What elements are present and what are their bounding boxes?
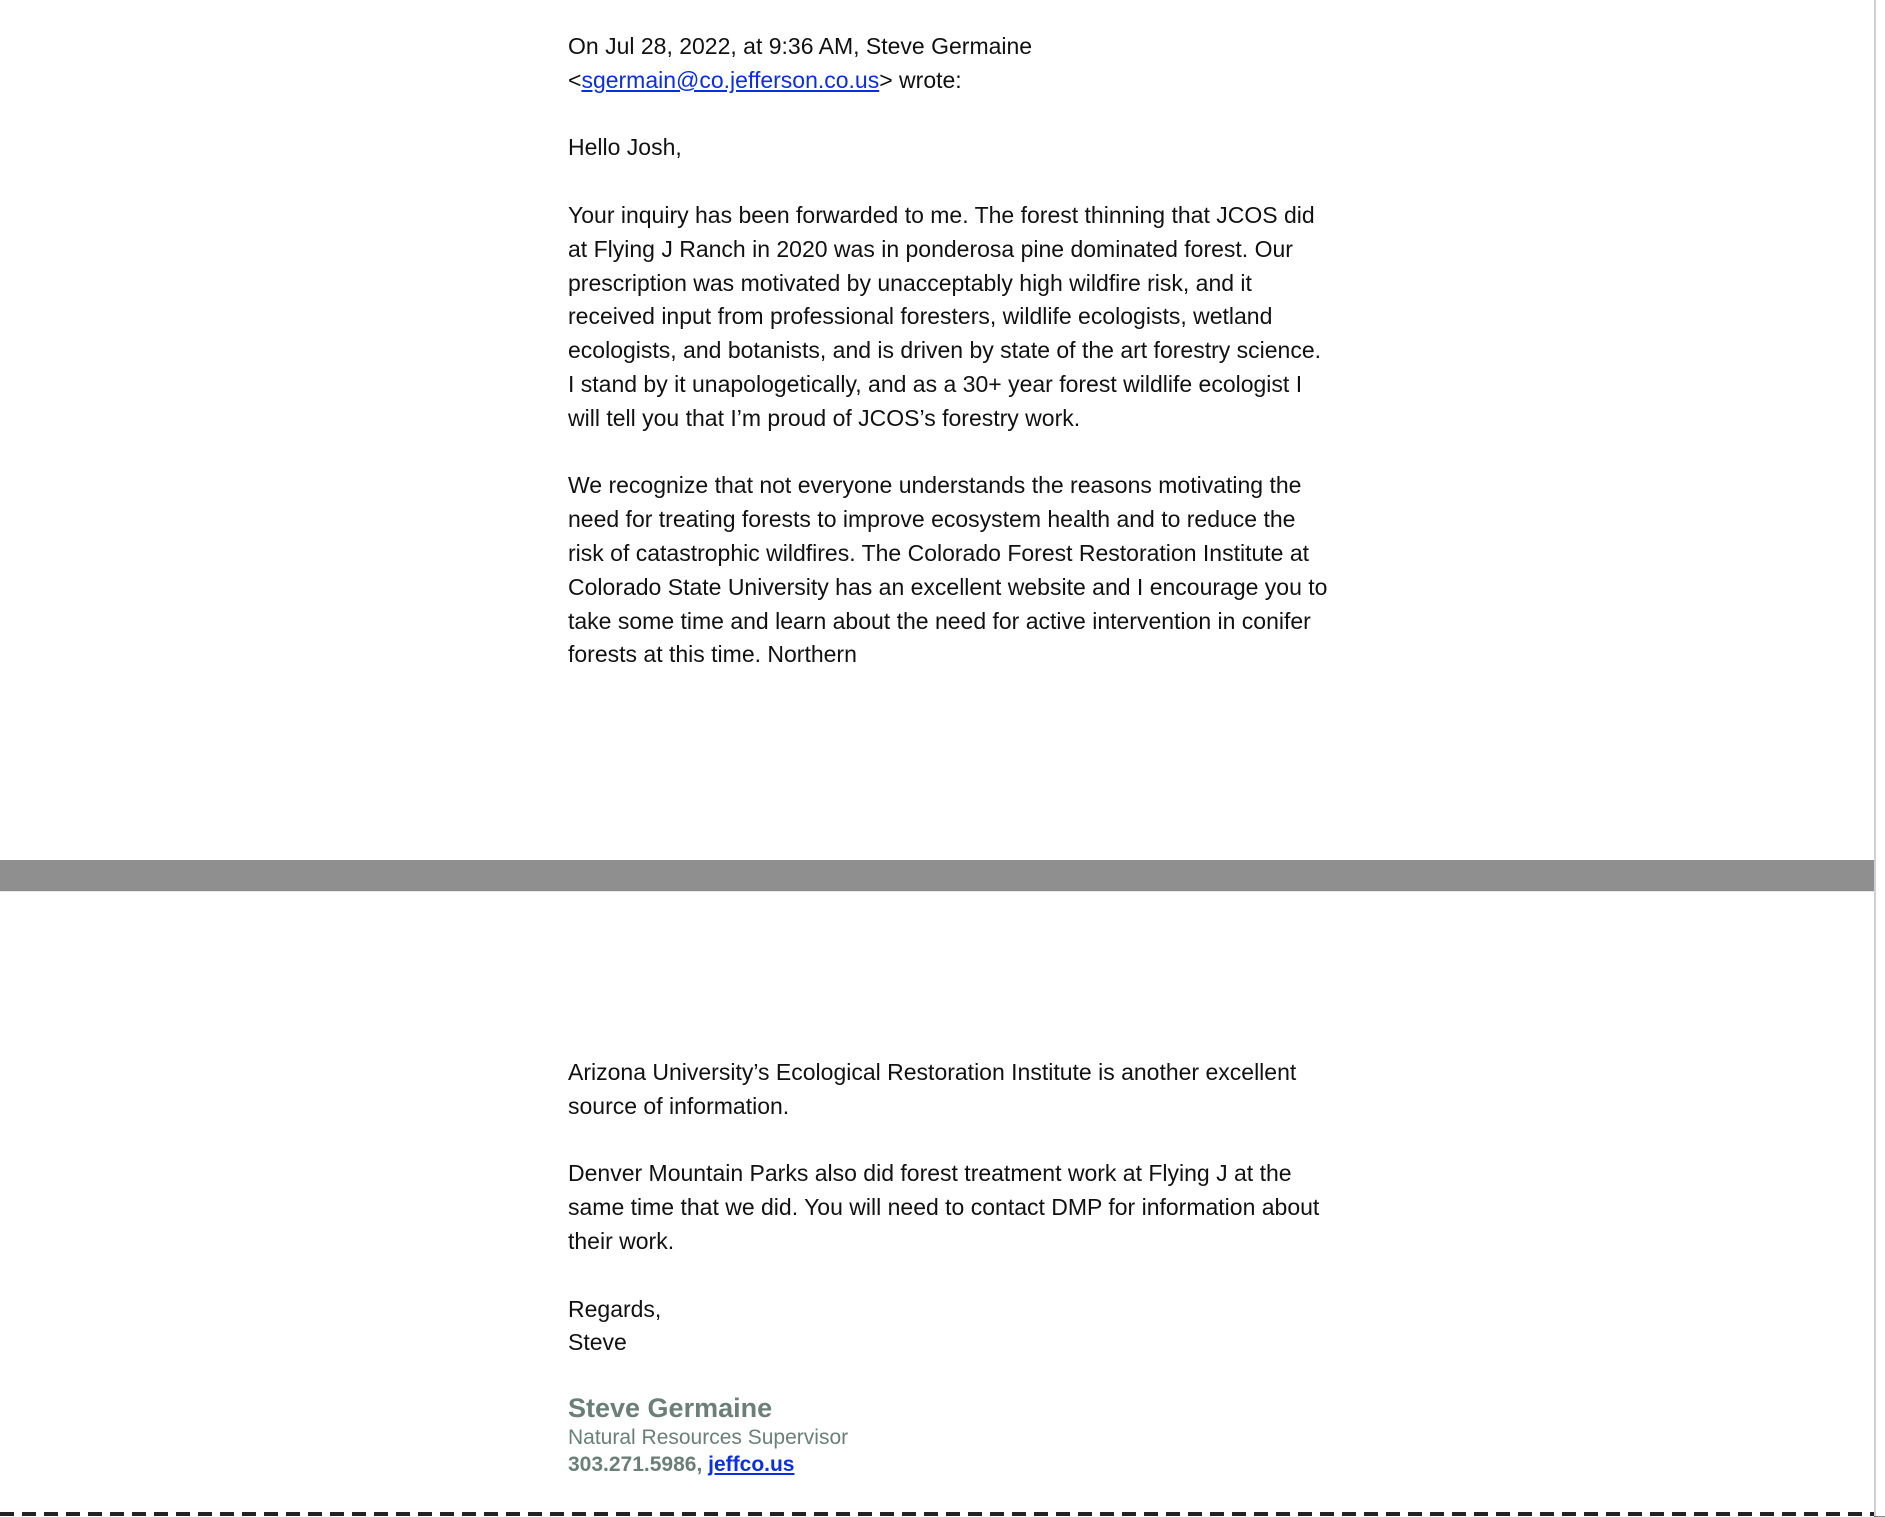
signature-title: Natural Resources Supervisor xyxy=(568,1426,849,1449)
paragraph-2-part-2: Arizona University’s Ecological Restoration Institute is another excellent source of information. xyxy=(568,1059,1297,1119)
paragraph-1: Your inquiry has been forwarded to me. The forest thinning that JCOS did at Flying J Ranch in 2020 was in ponderosa pine dominated forest. Our prescription was motivated by unacceptably high wildfire risk, and it received input from professional foresters, wildlife ecologists, wetland ecologists, and botanists, and is driven by state of the art forestry science. I stand by it unapologetically, and as a 30+ year forest wildlife ecologist I will tell you that I’m proud of JCOS’s forestry work. xyxy=(568,201,1322,431)
page-cut-line xyxy=(0,1512,1874,1516)
page2-body xyxy=(568,1056,1328,1360)
blank-line xyxy=(568,436,1328,470)
page1-body xyxy=(568,30,1328,672)
signature-phone: 303.271.5986, xyxy=(568,1453,709,1476)
reply-header-line1: On Jul 28, 2022, at 9:36 AM, Steve Germaine xyxy=(568,33,1033,59)
right-margin-line xyxy=(1874,0,1876,1516)
blank-line xyxy=(568,1124,1328,1158)
page-gap xyxy=(0,860,1874,891)
paragraph-3: Denver Mountain Parks also did forest treatment work at Flying J at the same time that we did. You will need to contact DMP for information about their work. xyxy=(568,1160,1320,1254)
wrote-text: > wrote: xyxy=(879,66,962,93)
open-bracket: < xyxy=(568,66,582,93)
signature-website-link[interactable]: jeffco.us xyxy=(708,1453,795,1476)
sender-email-link[interactable]: sgermain@co.jefferson.co.us xyxy=(581,66,880,93)
signature-name: Steve Germaine xyxy=(568,1393,773,1423)
signature-contact xyxy=(568,1453,795,1477)
reply-header-line2 xyxy=(568,64,1328,98)
greeting: Hello Josh, xyxy=(568,134,682,161)
blank-line xyxy=(568,1259,1328,1293)
closing: Regards, xyxy=(568,1295,662,1322)
blank-line xyxy=(568,98,1328,132)
paragraph-2-part-1: We recognize that not everyone understands the reasons motivating the need for treating forests to improve ecosystem health and to reduce the risk of catastrophic wildfires. The Colorado Forest Restoration Institute at Colorado State University has an excellent website and I encourage you to take some time and learn about the need for active intervention in conifer forests at this time. Northern xyxy=(568,472,1328,668)
blank-line xyxy=(568,165,1328,199)
sender-first-name: Steve xyxy=(568,1329,627,1356)
